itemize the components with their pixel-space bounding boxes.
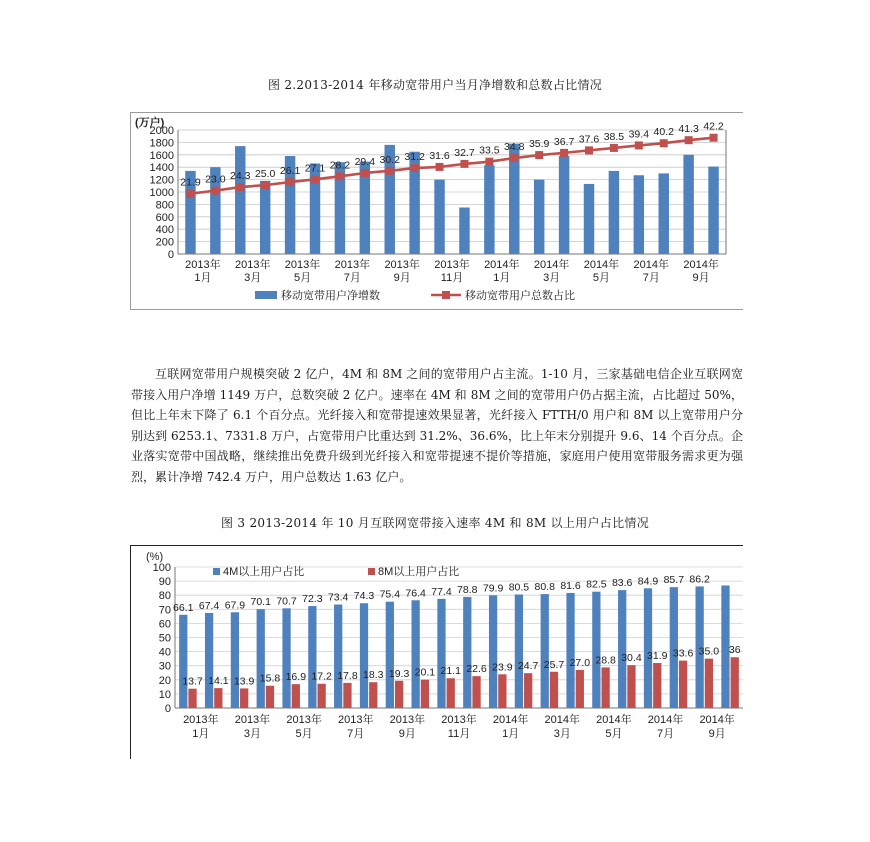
bar-4m-label: 72.3 bbox=[302, 593, 323, 606]
bar-4m-label: 78.8 bbox=[457, 583, 478, 596]
bar-4m-label: 84.9 bbox=[637, 575, 659, 588]
x-tick-year: 2013年 bbox=[183, 714, 219, 726]
legend-bar-label: 移动宽带用户净增数 bbox=[281, 290, 380, 302]
bar-8m-label: 35.0 bbox=[698, 645, 720, 658]
x-tick-year: 2014年 bbox=[683, 259, 719, 271]
line-share-label: 23.0 bbox=[205, 173, 226, 186]
line-share-label: 31.6 bbox=[429, 149, 450, 162]
line-share-marker bbox=[635, 141, 643, 149]
bar-net-adds bbox=[235, 146, 245, 254]
bar-4m-label: 76.4 bbox=[405, 587, 426, 600]
bar-4m-label: 70.7 bbox=[276, 595, 297, 608]
x-tick-year: 2013年 bbox=[337, 714, 374, 726]
bar-8m-share bbox=[266, 686, 274, 708]
line-share-label: 26.1 bbox=[279, 165, 301, 178]
bar-8m-label: 28.8 bbox=[595, 654, 616, 667]
bar-8m-share bbox=[524, 673, 532, 708]
chart-broadband-speed-svg bbox=[131, 546, 743, 759]
y-tick-label: 400 bbox=[155, 224, 174, 237]
x-tick-year: 2014年 bbox=[492, 714, 529, 726]
bar-8m-label: 15.8 bbox=[259, 672, 281, 685]
y-axis-unit: (万户) bbox=[135, 117, 165, 129]
bar-8m-label: 23.9 bbox=[492, 661, 513, 674]
bar-8m-share bbox=[731, 657, 739, 708]
y-tick-label: 1600 bbox=[149, 149, 174, 162]
line-share-label: 37.6 bbox=[578, 133, 600, 146]
x-tick-month: 1月 bbox=[192, 728, 210, 740]
bar-8m-share bbox=[602, 667, 610, 708]
chart-mobile-broadband bbox=[130, 112, 743, 310]
line-share-marker bbox=[585, 146, 593, 154]
bar-8m-label: 18.3 bbox=[363, 669, 384, 682]
line-share-marker bbox=[510, 154, 518, 162]
x-tick-year: 2013年 bbox=[234, 714, 271, 726]
line-share-marker bbox=[286, 178, 294, 186]
legend-4m-label: 4M以上用户占比 bbox=[223, 566, 305, 578]
bar-4m-label: 83.6 bbox=[611, 577, 633, 590]
bar-4m-label: 67.9 bbox=[224, 599, 246, 612]
x-tick-month: 7月 bbox=[343, 272, 361, 284]
bar-8m-label: 20.1 bbox=[414, 666, 436, 679]
line-share-label: 27.1 bbox=[304, 162, 326, 175]
bar-net-adds bbox=[683, 155, 693, 254]
bar-4m-share bbox=[489, 595, 497, 708]
bar-8m-label: 16.9 bbox=[285, 671, 307, 684]
x-tick-year: 2013年 bbox=[286, 714, 322, 726]
y-tick-label: 60 bbox=[158, 618, 171, 631]
x-tick-year: 2014年 bbox=[533, 259, 570, 271]
x-tick-year: 2014年 bbox=[699, 714, 735, 726]
line-share-marker bbox=[361, 169, 369, 177]
line-share-marker bbox=[485, 158, 493, 166]
bar-8m-label: 25.7 bbox=[543, 658, 565, 671]
line-share-label: 41.3 bbox=[678, 123, 699, 136]
legend-8m-label: 8M以上用户占比 bbox=[378, 566, 460, 578]
body-paragraph bbox=[131, 364, 743, 487]
x-tick-year: 2013年 bbox=[284, 259, 321, 271]
figure-3-caption: 图 3 2013-2014 年 10 月互联网宽带接入速率 4M 和 8M 以上用户占比情况 bbox=[220, 516, 649, 530]
bar-8m-label: 33.6 bbox=[672, 647, 694, 660]
y-tick-label: 40 bbox=[158, 646, 171, 659]
bar-4m-share bbox=[231, 612, 239, 708]
y-tick-label: 10 bbox=[158, 688, 171, 701]
bar-4m-share bbox=[205, 613, 213, 708]
line-share-marker bbox=[211, 187, 219, 195]
bar-4m-label: 66.1 bbox=[173, 601, 194, 614]
x-tick-month: 7月 bbox=[642, 272, 660, 284]
line-share-marker bbox=[660, 139, 668, 147]
y-tick-label: 1400 bbox=[149, 162, 174, 175]
bar-net-adds bbox=[708, 167, 718, 254]
y-tick-label: 1200 bbox=[149, 174, 174, 187]
line-share-marker bbox=[336, 172, 344, 180]
line-share-label: 24.3 bbox=[230, 170, 251, 183]
x-tick-month: 7月 bbox=[347, 728, 365, 740]
line-share-label: 25.0 bbox=[254, 168, 276, 181]
x-tick-year: 2013年 bbox=[185, 259, 221, 271]
line-share-label: 30.2 bbox=[379, 153, 400, 166]
bar-8m-share bbox=[421, 680, 429, 708]
figure-2-caption: 图 2.2013-2014 年移动宽带用户当月净增数和总数占比情况 bbox=[267, 78, 603, 92]
x-tick-month: 5月 bbox=[293, 272, 312, 284]
bar-net-adds bbox=[609, 171, 619, 254]
x-tick-year: 2013年 bbox=[441, 714, 477, 726]
bar-8m-label: 17.8 bbox=[337, 669, 358, 682]
x-tick-month: 5月 bbox=[295, 728, 313, 740]
line-share-label: 28.2 bbox=[329, 159, 351, 172]
bar-8m-label: 21.1 bbox=[440, 665, 461, 678]
bar-4m-share bbox=[515, 594, 523, 708]
bar-4m-label: 80.8 bbox=[534, 581, 555, 594]
line-share-marker bbox=[560, 149, 568, 157]
bar-8m-label: 13.9 bbox=[233, 675, 255, 688]
body-paragraph-text: 互联网宽带用户规模突破 2 亿户，4M 和 8M 之间的宽带用户占主流。1-10 月，三家基础电信企业互联网宽带接入用户净增 1149 万户，总数突破 2 亿户。速率在 4M 和 8M 之间的宽带用户仍占据主流，占比超过 50%，但比上年末下降了 6.1 个百分点。光纤接入和宽带提速效果显著，光纤接入 FTTH/0 用户和 8M 以上宽带用户分别达到 6253.1、7331.8 万户，占宽带用户比重达到 31.2%、36.6%，比上年末分别提升 9.6、14 个百分点。企业落实宽带中国战略，继续推出免费升级到光纤接入和宽带提速不提价等措施，家庭用户使用宽带服务需求更为强烈，累计净增 742.4 万户，用户总数达 1.63 亿户。 bbox=[131, 367, 743, 484]
bar-net-adds bbox=[584, 184, 594, 254]
bar-8m-share bbox=[395, 681, 403, 708]
line-share-label: 31.2 bbox=[404, 151, 425, 164]
bar-4m-label: 70.1 bbox=[250, 596, 271, 609]
x-tick-year: 2014年 bbox=[633, 259, 670, 271]
bar-8m-share bbox=[318, 684, 326, 708]
x-tick-year: 2014年 bbox=[484, 259, 520, 271]
line-share-label: 32.7 bbox=[454, 146, 475, 159]
bar-8m-label: 22.6 bbox=[466, 663, 487, 676]
y-tick-label: 1800 bbox=[149, 137, 174, 150]
bar-8m-share bbox=[653, 663, 661, 708]
line-share-label: 39.4 bbox=[628, 128, 650, 141]
line-share-label: 33.5 bbox=[479, 144, 500, 157]
bar-8m-label: 17.2 bbox=[311, 670, 332, 683]
line-share-label: 34.8 bbox=[504, 141, 525, 154]
x-tick-month: 3月 bbox=[543, 272, 561, 284]
x-tick-month: 3月 bbox=[244, 272, 262, 284]
y-tick-label: 200 bbox=[155, 236, 174, 249]
y-tick-label: 20 bbox=[158, 674, 171, 687]
line-share-marker bbox=[411, 164, 419, 172]
bar-4m-label: 85.7 bbox=[663, 574, 685, 587]
bar-8m-share bbox=[705, 659, 713, 708]
bar-net-adds bbox=[658, 173, 668, 254]
y-tick-label: 1000 bbox=[149, 187, 174, 199]
bar-4m-share bbox=[412, 600, 420, 708]
y-tick-label: 100 bbox=[152, 562, 171, 574]
y-tick-label: 2000 bbox=[149, 125, 174, 137]
bar-4m-share bbox=[437, 599, 445, 708]
line-share-label: 36.7 bbox=[553, 135, 575, 148]
bar-net-adds bbox=[484, 165, 494, 254]
line-share-label: 35.9 bbox=[528, 138, 550, 151]
legend-bar-swatch bbox=[255, 291, 277, 299]
x-tick-month: 7月 bbox=[656, 728, 675, 740]
bar-8m-share bbox=[472, 676, 480, 708]
bar-8m-share bbox=[627, 665, 635, 708]
legend-line-marker bbox=[442, 291, 450, 299]
line-share-marker bbox=[710, 134, 718, 142]
bar-4m-label: 77.4 bbox=[431, 585, 452, 598]
bar-8m-share bbox=[292, 684, 300, 708]
y-tick-label: 0 bbox=[167, 249, 174, 261]
x-tick-year: 2013年 bbox=[389, 714, 426, 726]
bar-net-adds bbox=[534, 180, 544, 254]
x-tick-month: 1月 bbox=[502, 728, 520, 740]
chart-mobile-broadband-svg bbox=[131, 113, 743, 309]
x-tick-year: 2013年 bbox=[384, 259, 420, 271]
bar-8m-label: 14.1 bbox=[208, 675, 229, 688]
y-tick-label: 0 bbox=[164, 703, 171, 715]
bar-4m-share bbox=[618, 590, 626, 708]
bar-8m-share bbox=[447, 678, 455, 708]
bar-4m-share bbox=[463, 597, 471, 708]
line-share-label: 42.2 bbox=[703, 120, 724, 133]
bar-8m-label: 13.7 bbox=[182, 675, 203, 688]
bar-4m-label: 73.4 bbox=[327, 591, 349, 604]
bar-8m-label: 31.9 bbox=[647, 650, 668, 663]
bar-4m-share bbox=[282, 608, 290, 708]
bar-8m-share bbox=[576, 670, 584, 708]
line-share-label: 40.2 bbox=[653, 126, 674, 139]
line-share-marker bbox=[460, 160, 468, 168]
x-tick-month: 9月 bbox=[393, 272, 411, 284]
bar-4m-share bbox=[566, 593, 574, 708]
x-tick-year: 2013年 bbox=[434, 259, 470, 271]
bar-8m-share bbox=[214, 688, 222, 708]
x-tick-month: 11月 bbox=[440, 272, 464, 284]
bar-4m-label: 74.3 bbox=[353, 590, 375, 603]
bar-8m-label: 19.3 bbox=[388, 667, 410, 680]
x-tick-month: 9月 bbox=[692, 272, 710, 284]
legend-line-label: 移动宽带用户总数占比 bbox=[465, 290, 575, 302]
bar-8m-share bbox=[188, 689, 196, 708]
bar-8m-label: 30.4 bbox=[621, 652, 642, 665]
line-share-marker bbox=[186, 190, 194, 198]
line-share-label: 29.4 bbox=[354, 155, 376, 168]
bar-net-adds bbox=[260, 181, 270, 254]
line-share-marker bbox=[311, 175, 319, 183]
x-tick-month: 9月 bbox=[398, 728, 416, 740]
y-tick-label: 600 bbox=[155, 211, 174, 224]
bar-net-adds bbox=[459, 208, 469, 255]
line-share-label: 21.9 bbox=[180, 176, 201, 189]
bar-4m-label: 86.2 bbox=[689, 573, 710, 586]
bar-8m-share bbox=[240, 688, 248, 708]
bar-8m-share bbox=[679, 661, 687, 708]
y-tick-label: 50 bbox=[158, 632, 171, 645]
x-tick-year: 2014年 bbox=[596, 714, 632, 726]
bar-8m-label: 36 bbox=[728, 644, 741, 657]
x-tick-year: 2014年 bbox=[544, 714, 581, 726]
y-tick-label: 70 bbox=[158, 604, 171, 617]
bar-4m-share bbox=[360, 603, 368, 708]
bar-8m-share bbox=[369, 682, 377, 708]
line-share-marker bbox=[261, 181, 269, 189]
line-share-marker bbox=[535, 151, 543, 159]
x-tick-month: 5月 bbox=[592, 272, 611, 284]
y-tick-label: 800 bbox=[155, 199, 174, 212]
line-share-marker bbox=[436, 163, 444, 171]
chart-broadband-speed bbox=[130, 545, 743, 759]
legend-4m-swatch bbox=[213, 568, 220, 575]
line-share-marker bbox=[610, 144, 618, 152]
line-share-marker bbox=[386, 167, 394, 175]
y-axis-unit: (%) bbox=[146, 551, 164, 563]
legend-8m-swatch bbox=[368, 568, 375, 575]
bar-4m-label: 82.5 bbox=[586, 578, 607, 591]
x-tick-month: 3月 bbox=[243, 728, 262, 740]
x-tick-month: 11月 bbox=[447, 728, 471, 740]
x-tick-year: 2014年 bbox=[583, 259, 620, 271]
x-tick-month: 1月 bbox=[194, 272, 212, 284]
bar-4m-share bbox=[308, 606, 316, 708]
bar-4m-label: 75.4 bbox=[379, 588, 401, 601]
y-tick-label: 80 bbox=[158, 590, 171, 603]
line-share-marker bbox=[236, 183, 244, 191]
bar-4m-label: 67.4 bbox=[198, 599, 220, 612]
bar-8m-label: 27.0 bbox=[569, 656, 591, 669]
line-share-marker bbox=[685, 136, 693, 144]
bar-8m-share bbox=[550, 672, 558, 708]
bar-4m-label: 80.5 bbox=[508, 581, 530, 594]
bar-8m-share bbox=[498, 674, 506, 708]
bar-4m-share bbox=[386, 602, 394, 708]
x-tick-month: 5月 bbox=[605, 728, 623, 740]
line-share-label: 38.5 bbox=[603, 130, 625, 143]
x-tick-month: 1月 bbox=[493, 272, 511, 284]
bar-4m-label: 79.9 bbox=[482, 582, 504, 595]
bar-4m-share bbox=[541, 594, 549, 708]
bar-net-adds bbox=[559, 156, 569, 254]
bar-net-adds bbox=[434, 180, 444, 254]
y-tick-label: 90 bbox=[158, 576, 171, 589]
bar-4m-share bbox=[334, 605, 342, 708]
x-tick-month: 9月 bbox=[708, 728, 726, 740]
x-tick-year: 2014年 bbox=[647, 714, 684, 726]
bar-net-adds bbox=[634, 175, 644, 254]
x-tick-month: 3月 bbox=[553, 728, 571, 740]
bar-4m-share bbox=[257, 609, 265, 708]
y-tick-label: 30 bbox=[158, 660, 171, 673]
bar-4m-share bbox=[592, 592, 600, 708]
bar-8m-label: 24.7 bbox=[517, 660, 539, 673]
x-tick-year: 2013年 bbox=[234, 259, 271, 271]
bar-4m-share bbox=[179, 615, 187, 708]
bar-8m-share bbox=[343, 683, 351, 708]
bar-4m-share bbox=[644, 588, 652, 708]
x-tick-year: 2013年 bbox=[334, 259, 371, 271]
bar-4m-label: 81.6 bbox=[560, 579, 581, 592]
